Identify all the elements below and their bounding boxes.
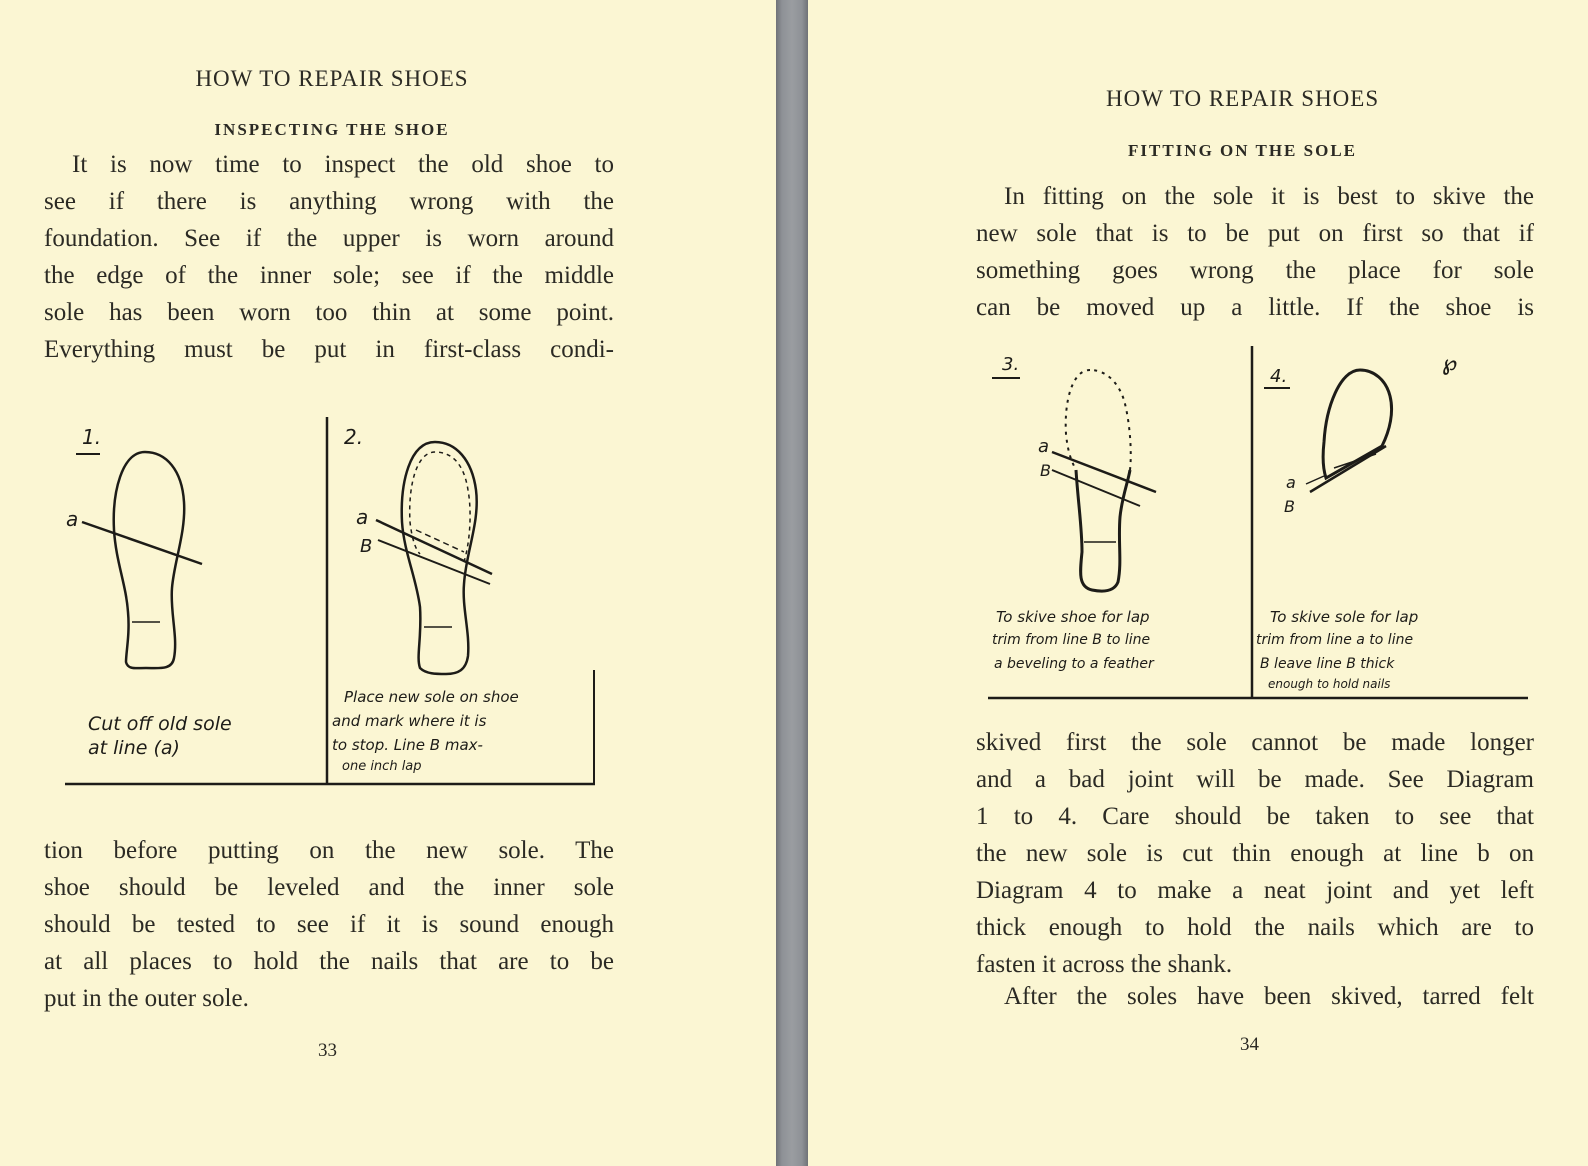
- text-line: After the soles have been skived, tarred felt: [1004, 983, 1534, 1010]
- text-line: skived first the sole cannot be made longer: [976, 729, 1534, 756]
- text-line: sole has been worn too thin at some point.: [44, 299, 614, 326]
- figure-caption-line: trim from line B to line: [992, 632, 1151, 648]
- shoe-sole-outline: [114, 452, 184, 668]
- text-line: the new sole is cut thin enough at line b on: [976, 840, 1534, 867]
- right-page: [808, 0, 1588, 1166]
- text-line: something goes wrong the place for sole: [976, 257, 1534, 284]
- publisher-mark-icon: ℘: [1442, 351, 1458, 376]
- text-line: Diagram 4 to make a neat joint and yet left: [976, 877, 1534, 904]
- section-heading: FITTING ON THE SOLE: [1128, 141, 1357, 160]
- figure-caption-line: Place new sole on shoe: [344, 688, 519, 706]
- figure-caption-line: and mark where it is: [332, 712, 487, 730]
- text-line: fasten it across the shank.: [976, 951, 1233, 978]
- text-line: and a bad joint will be made. See Diagram: [976, 766, 1534, 793]
- figure-number: 3.: [1002, 354, 1020, 375]
- text-line: shoe should be leveled and the inner sole: [44, 874, 614, 901]
- shoe-sole-outline: [1076, 470, 1130, 591]
- left-page: [0, 0, 776, 1166]
- sole-diagram-1-2: [60, 412, 600, 792]
- line-b-label: B: [360, 536, 373, 557]
- text-line: the edge of the inner sole; see if the middle: [44, 262, 614, 289]
- sole-diagram-3-4: [980, 342, 1540, 712]
- text-line: new sole that is to be put on first so that if: [976, 220, 1534, 247]
- text-line: can be moved up a little. If the shoe is: [976, 294, 1534, 321]
- paragraph: [976, 178, 1534, 326]
- new-sole-dashed-outline: [410, 452, 470, 562]
- figure-caption-line: To skive sole for lap: [1270, 608, 1419, 626]
- figure-caption-line: To skive shoe for lap: [996, 608, 1150, 626]
- figure-caption-line: one inch lap: [342, 759, 422, 774]
- figure-caption-line: Cut off old sole: [88, 713, 232, 735]
- paragraph: [44, 146, 614, 368]
- text-line: Everything must be put in first-class condi-: [44, 336, 614, 363]
- line-a-label: a: [1038, 436, 1050, 457]
- figure-caption-line: trim from line a to line: [1256, 632, 1414, 648]
- new-sole-outline: [1323, 370, 1391, 478]
- figure-caption-line: to stop. Line B max-: [332, 736, 483, 754]
- shoe-sole-dotted-outline: [1066, 370, 1131, 470]
- text-line: see if there is anything wrong with the: [44, 188, 614, 215]
- line-a-label: a: [1286, 473, 1296, 492]
- text-line: should be tested to see if it is sound enough: [44, 911, 614, 938]
- figure-caption-line: a beveling to a feather: [994, 656, 1154, 672]
- paragraph: [44, 832, 614, 1017]
- line-b-label: B: [1284, 497, 1295, 516]
- text-line: In fitting on the sole it is best to skive the: [1004, 183, 1534, 210]
- running-head: HOW TO REPAIR SHOES: [195, 66, 469, 91]
- figure-caption-line: B leave line B thick: [1260, 656, 1395, 672]
- line-b-label: B: [1040, 461, 1051, 480]
- figure-number: 4.: [1270, 366, 1288, 387]
- page-number: 33: [318, 1040, 337, 1061]
- figure-number: 1.: [82, 425, 102, 449]
- paragraph: [976, 724, 1534, 983]
- figure-number: 2.: [344, 425, 364, 449]
- figure-caption-line: at line (a): [88, 737, 180, 759]
- figure-caption-line: enough to hold nails: [1268, 677, 1391, 691]
- line-a-label: a: [356, 505, 369, 529]
- text-line: It is now time to inspect the old shoe to: [72, 151, 614, 178]
- page-number: 34: [1240, 1034, 1259, 1055]
- text-line: put in the outer sole.: [44, 985, 249, 1012]
- line-a-label: a: [66, 507, 79, 531]
- section-heading: INSPECTING THE SHOE: [214, 120, 450, 139]
- book-gutter: [776, 0, 808, 1166]
- text-line: at all places to hold the nails that are to be: [44, 948, 614, 975]
- text-line: tion before putting on the new sole. The: [44, 837, 614, 864]
- text-line: foundation. See if the upper is worn around: [44, 225, 614, 252]
- paragraph: [976, 978, 1534, 1015]
- text-line: 1 to 4. Care should be taken to see that: [976, 803, 1534, 830]
- running-head: HOW TO REPAIR SHOES: [1106, 86, 1380, 111]
- text-line: thick enough to hold the nails which are to: [976, 914, 1534, 941]
